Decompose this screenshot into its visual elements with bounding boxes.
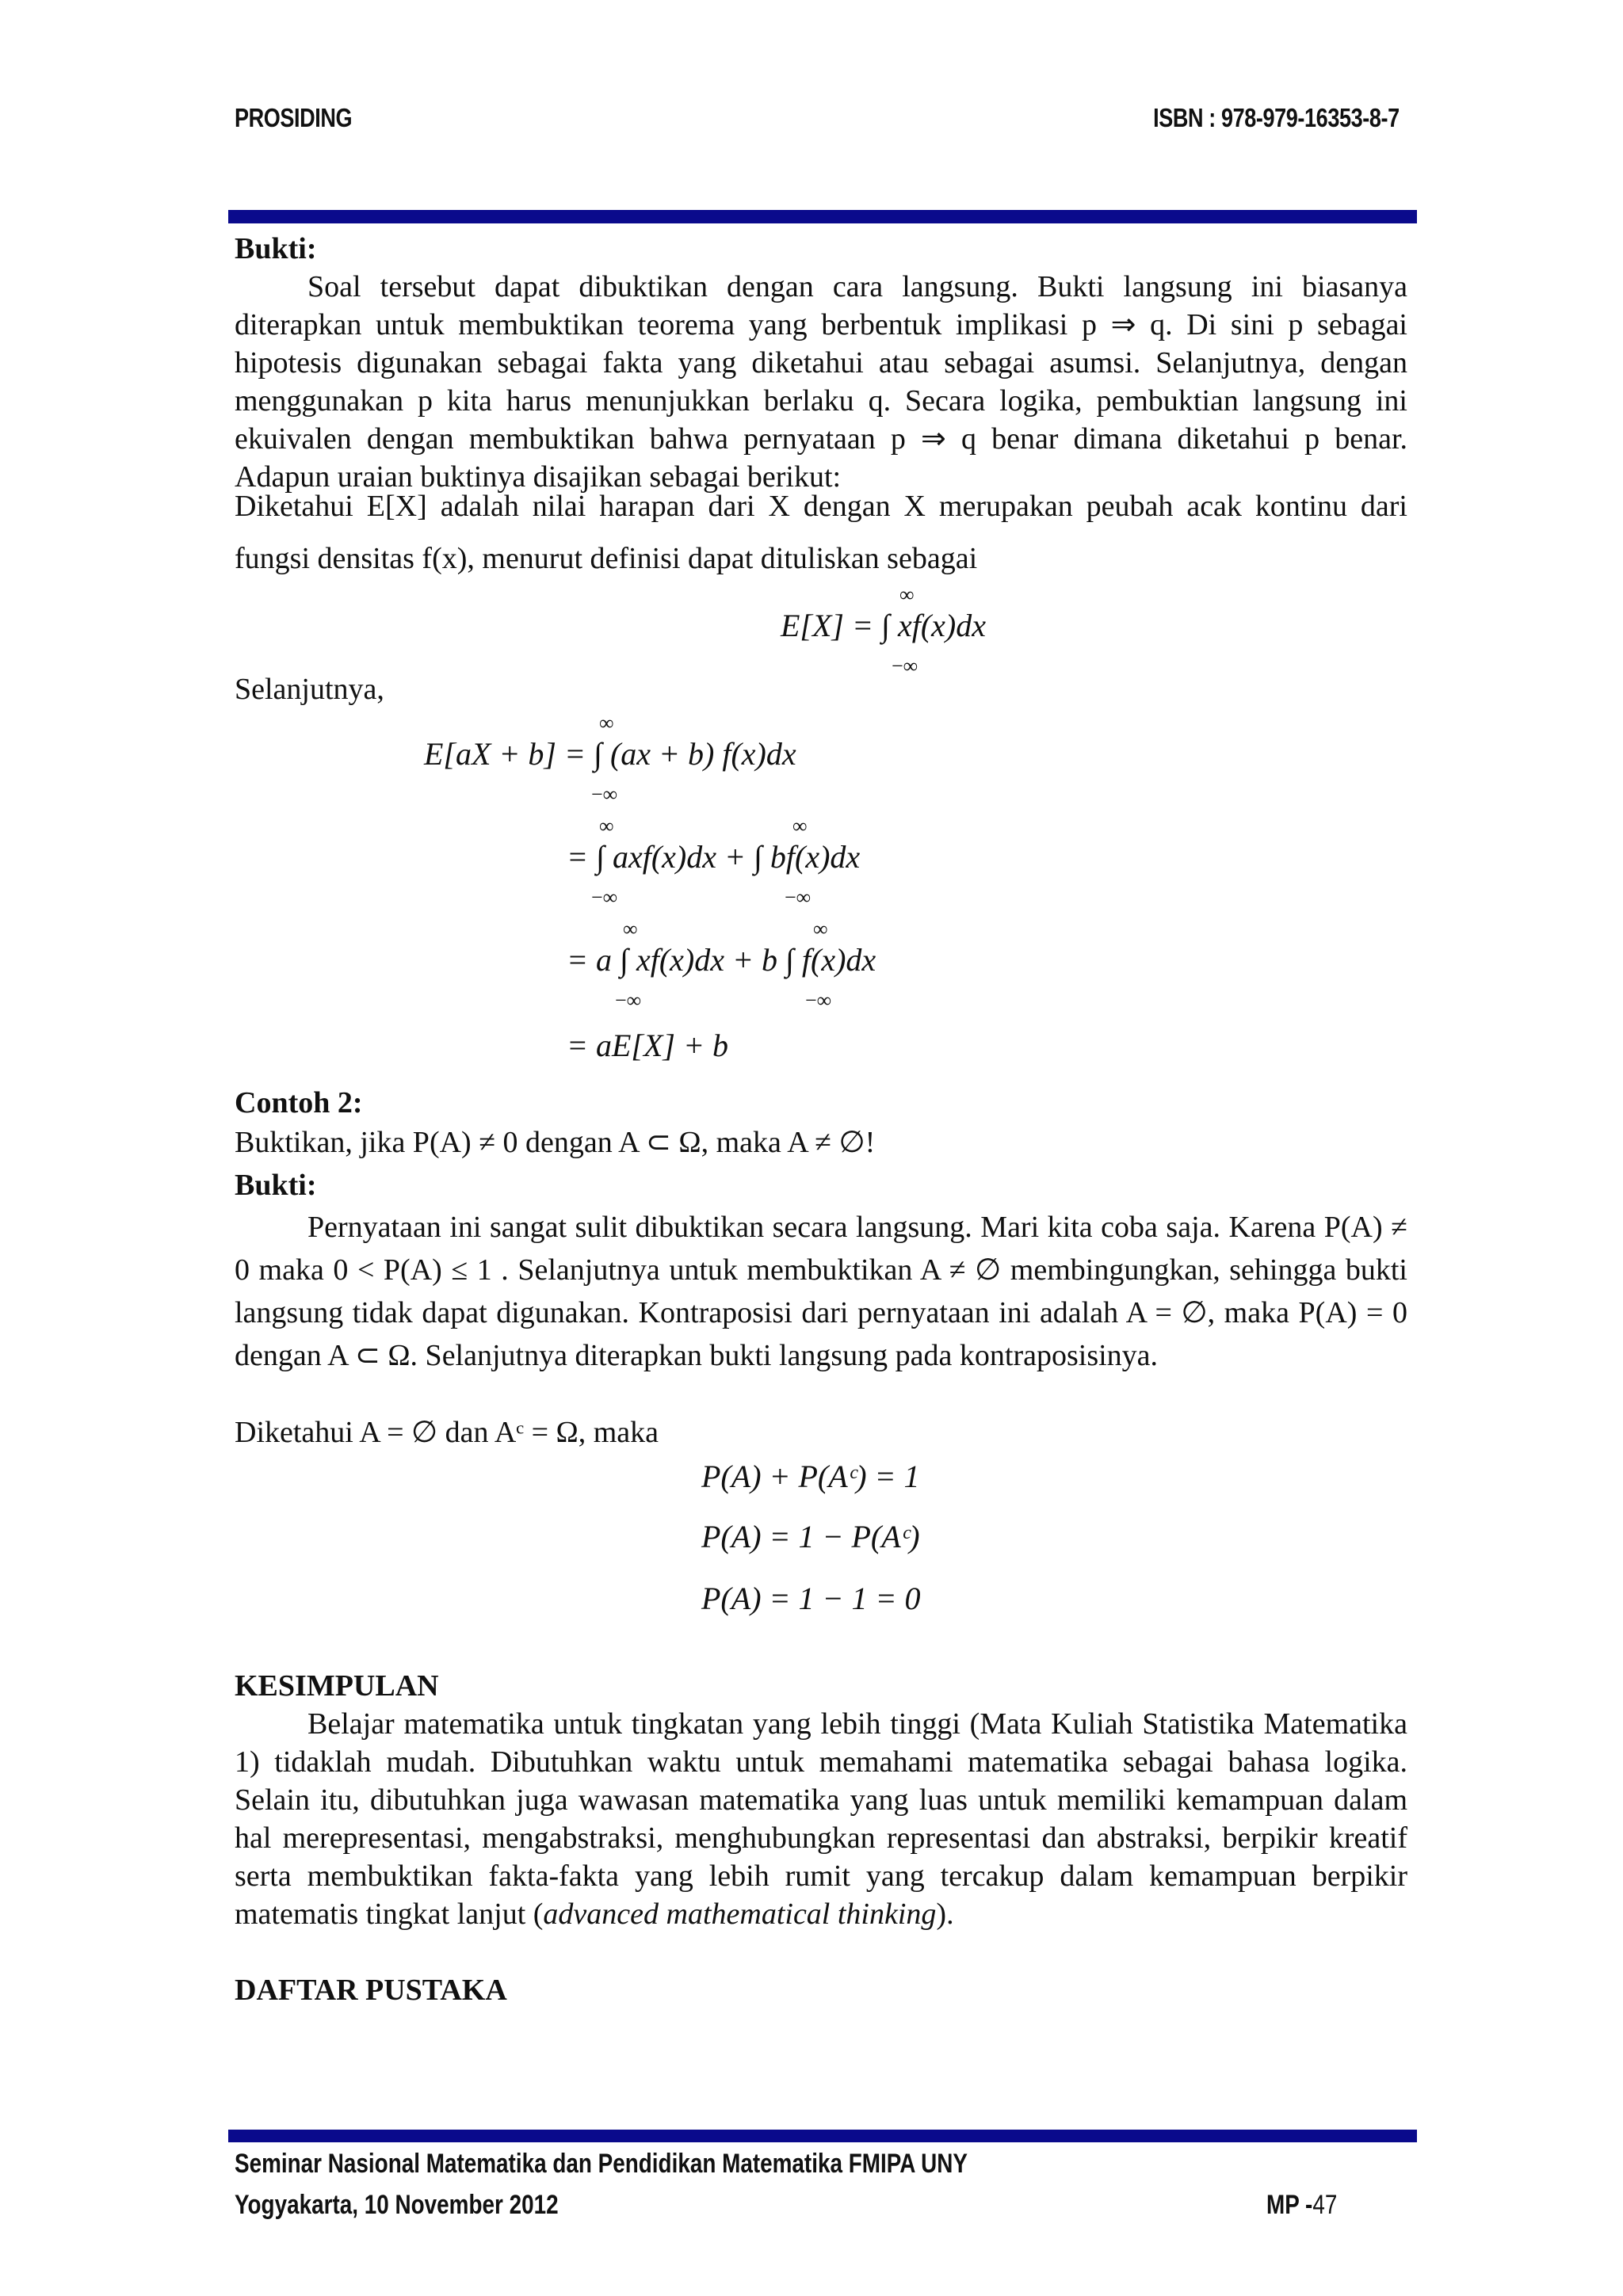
eq-line-2: = ∫ axf(x)dx + ∫ bf(x)dx: [567, 839, 861, 875]
kesimpulan-paragraph: Belajar matematika untuk tingkatan yang lebih tinggi (Mata Kuliah Statistika Matematika 1) tidaklah mudah. Dibutuhkan waktu untuk memahami matematika sebagai bahasa logika. Selain itu, dibutuhkan juga wawasan matematika yang luas untuk memiliki kemampuan dalam hal merepresentasi, mengabstraksi, menghubungkan representasi dan abstraksi, berpikir kreatif serta membuktikan fakta-fakta yang lebih rumit yang tercakup dalam kemampuan berpikir matematis tingkat lanjut (advanced mathematical thinking).: [235, 1707, 1407, 1931]
eq-prob-1: P(A) + P(Aᶜ) = 1: [701, 1459, 920, 1494]
limit-lower: −∞: [591, 886, 618, 909]
header-left: PROSIDING: [235, 103, 353, 132]
limit-upper: ∞: [599, 814, 614, 837]
limit-lower: −∞: [805, 989, 832, 1012]
header-isbn: ISBN : 978-979-16353-8-7: [1153, 103, 1400, 132]
limit-upper: ∞: [813, 917, 828, 940]
footer-location-date: Yogyakarta, 10 November 2012: [235, 2190, 559, 2220]
diketahui-paragraph: Diketahui E[X] adalah nilai harapan dari X dengan X merupakan peubah acak kontinu dari fungsi densitas f(x), menurut definisi dapat dituliskan sebagai: [235, 490, 1407, 575]
eq-prob-2: P(A) = 1 − P(Aᶜ): [701, 1519, 920, 1554]
limit-lower: −∞: [591, 783, 618, 806]
daftar-pustaka-heading: DAFTAR PUSTAKA: [235, 1974, 507, 2007]
footer-seminar: Seminar Nasional Matematika dan Pendidikan Matematika FMIPA UNY: [235, 2149, 968, 2179]
limit-upper: ∞: [792, 814, 808, 837]
header-rule: [228, 210, 1417, 223]
limit-lower: −∞: [785, 886, 812, 909]
eq-expectation-def: E[X] = ∫ xf(x)dx: [781, 608, 986, 643]
eq-line-4: = aE[X] + b: [567, 1028, 728, 1063]
footer-rule: [228, 2130, 1417, 2142]
page-number: MP -47: [1266, 2190, 1338, 2220]
limit-upper: ∞: [899, 583, 915, 606]
eq-line-3: = a ∫ xf(x)dx + b ∫ f(x)dx: [567, 942, 876, 978]
limit-upper: ∞: [623, 917, 638, 940]
contoh-statement: Buktikan, jika P(A) ≠ 0 dengan A ⊂ Ω, maka A ≠ ∅!: [235, 1126, 876, 1159]
selanjutnya-label: Selanjutnya,: [235, 673, 384, 706]
bukti-heading: Bukti:: [235, 232, 317, 265]
bukti2-diketahui: Diketahui A = ∅ dan Aᶜ = Ω, maka: [235, 1416, 659, 1449]
eq-prob-3: P(A) = 1 − 1 = 0: [701, 1581, 921, 1616]
bukti2-heading: Bukti:: [235, 1169, 317, 1202]
eq-line-1: E[aX + b] = ∫ (ax + b) f(x)dx: [424, 736, 796, 772]
limit-lower: −∞: [615, 989, 642, 1012]
limit-upper: ∞: [599, 711, 614, 734]
limit-lower: −∞: [892, 654, 918, 677]
kesimpulan-heading: KESIMPULAN: [235, 1669, 439, 1703]
bukti-paragraph: Soal tersebut dapat dibuktikan dengan cara langsung. Bukti langsung ini biasanya diterapkan untuk membuktikan teorema yang berbentuk implikasi p ⇒ q. Di sini p sebagai hipotesis digunakan sebagai fakta yang diketahui atau sebagai asumsi. Selanjutnya, dengan menggunakan p kita harus menunjukkan berlaku q. Secara logika, pembuktian langsung ini ekuivalen dengan membuktikan bahwa pernyataan p ⇒ q benar dimana diketahui p benar. Adapun uraian buktinya disajikan sebagai berikut:: [235, 270, 1407, 494]
bukti2-paragraph: Pernyataan ini sangat sulit dibuktikan secara langsung. Mari kita coba saja. Karena P(A) ≠ 0 maka 0 < P(A) ≤ 1 . Selanjutnya untuk membuktikan A ≠ ∅ membingungkan, sehingga bukti langsung tidak dapat digunakan. Kontraposisi dari pernyataan ini adalah A = ∅, maka P(A) = 0 dengan A ⊂ Ω. Selanjutnya diterapkan bukti langsung pada kontraposisinya.: [235, 1211, 1407, 1372]
contoh-heading: Contoh 2:: [235, 1086, 363, 1119]
